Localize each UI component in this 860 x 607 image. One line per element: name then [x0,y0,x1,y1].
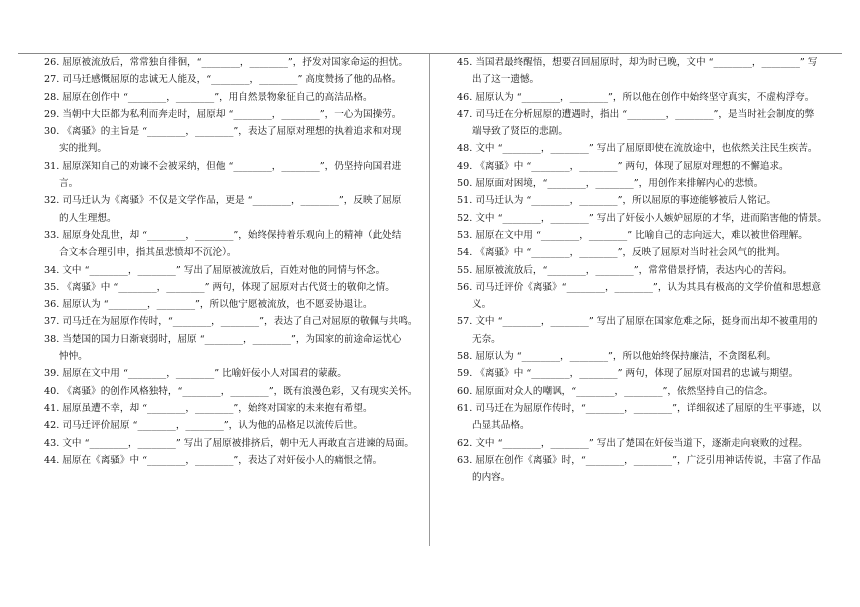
question-text: 司马迁认为 “________，________”，所以屈原的事迹能够被后人铭记。 [475,195,776,207]
question-number: 38. [44,333,60,345]
question-text-continued: 的人生理想。 [59,212,117,224]
question-number: 60. [457,385,473,397]
question-item [457,54,839,89]
question-text: 《离骚》中 “________，________” 两句，体现了屈原对理想的不懈追求。 [475,160,789,172]
question-item [457,435,839,452]
question-number: 57. [457,316,473,328]
question-text: 屈原面对困境，“________，________”，用创作来排解内心的悲愤。 [475,178,764,190]
question-item [457,175,839,192]
question-item [457,210,839,227]
question-text-continued: 端导致了贤臣的悲剧。 [472,126,568,138]
question-item [44,123,426,158]
question-text: 屈原在文中用 “________，________” 比喻自己的志向远大，难以被世俗理解。 [475,229,808,241]
question-item [44,192,426,227]
question-text: 《离骚》中 “________，________”，反映了屈原对当时社会风气的批判。 [475,247,786,259]
question-text: 司马迁在分析屈原的遭遇时，指出 “________，________”，是当时社会制度的弊 [475,108,815,120]
question-number: 32. [44,195,60,207]
question-number: 34. [44,264,60,276]
question-number: 44. [44,454,60,466]
question-number: 53. [457,229,473,241]
question-item [457,158,839,175]
question-number: 61. [457,402,473,414]
column-divider [429,54,430,546]
question-text-continued: 凸显其品格。 [472,420,530,432]
question-number: 52. [457,212,473,224]
question-text: 《离骚》的主旨是 “________，________”，表达了屈原对理想的执着追求和对现 [62,126,402,138]
question-text: 屈原认为 “________，________”，所以他宁愿被流放，也不愿妥协退让。 [62,299,373,311]
question-item [457,383,839,400]
question-item [457,192,839,209]
question-text: 屈原在创作中 “________，________”，用自然景物象征自己的高洁品格。 [62,91,373,103]
question-number: 49. [457,160,473,172]
question-number: 27. [44,74,60,86]
question-text: 《离骚》的创作风格独特，“________，________”，既有浪漫色彩，又有现实关怀。 [62,385,418,397]
question-text: 司马迁认为《离骚》不仅是文学作品，更是 “________，________”，反映了屈原 [62,195,402,207]
question-item [44,106,426,123]
question-number: 47. [457,108,473,120]
question-item [44,313,426,330]
question-text-continued: 义。 [472,299,492,311]
question-number: 63. [457,454,473,466]
question-text-continued: 言。 [59,178,79,190]
question-text: 当国君最终醒悟，想要召回屈原时，却为时已晚，文中 “________，________” 写 [475,57,818,68]
question-number: 56. [457,281,473,293]
question-number: 37. [44,316,60,328]
question-number: 46. [457,91,473,103]
question-item [44,365,426,382]
question-item [457,106,839,141]
question-item [457,452,839,487]
question-text-continued: 的内容。 [472,472,511,484]
question-number: 36. [44,299,60,311]
question-item [44,227,426,262]
question-number: 28. [44,91,60,103]
question-number: 58. [457,351,473,363]
question-text: 司马迁评价屈原 “________，________”，认为他的品格足以流传后世。 [62,420,363,432]
question-item [44,417,426,434]
question-text: 当楚国的国力日渐衰弱时，屈原 “________，________”，为国家的前途命运忧心 [62,333,402,345]
question-item [44,54,426,71]
question-text: 文中 “________，________” 写出了屈原被排挤后，朝中无人再敢直言进谏的局面。 [62,437,415,449]
question-text: 屈原深知自己的劝谏不会被采纳，但他 “________，________”，仍坚持向国君进 [62,160,402,172]
question-item [457,365,839,382]
question-item [457,348,839,365]
question-item [44,435,426,452]
question-item [457,89,839,106]
question-number: 30. [44,126,60,138]
question-text-continued: 实的批判。 [59,143,107,155]
question-text: 《离骚》中 “________，________” 两句，体现了屈原对国君的忠诚与期望。 [475,368,799,380]
question-text-continued: 忡忡。 [59,351,88,363]
question-item [44,331,426,366]
question-item [457,262,839,279]
question-text: 屈原被流放后，常常独自徘徊，“________，________”，抒发对国家命运的担忧。 [62,57,408,68]
question-text: 屈原认为 “________，________”，所以他始终保持廉洁，不贪图私利。 [475,351,776,363]
question-text: 《离骚》中 “________，________” 两句，体现了屈原对古代贤士的敬仰之情。 [62,281,395,293]
question-item [457,400,839,435]
question-text: 文中 “________，________” 写出了奸佞小人嫉妒屈原的才华，进而陷害他的情景。 [475,212,828,224]
question-number: 48. [457,143,473,155]
question-text: 文中 “________，________” 写出了屈原即使在流放途中，也依然关注民生疾苦。 [475,143,818,155]
question-text: 屈原在创作《离骚》时，“________，________”，广泛引用神话传说，丰富了作品 [475,454,821,466]
question-text: 文中 “________，________” 写出了楚国在奸佞当道下，逐渐走向衰败的过程。 [475,437,808,449]
question-text: 司马迁在为屈原作传时，“________，________”，表达了自己对屈原的敬佩与共鸣。 [62,316,418,328]
question-item [44,71,426,88]
question-number: 62. [457,437,473,449]
question-number: 42. [44,420,60,432]
question-number: 59. [457,368,473,380]
question-item [44,158,426,193]
question-text-continued: 合文本合理引申，指其虽悲愤却不沉沦）。 [59,247,237,259]
question-item [44,400,426,417]
question-number: 51. [457,195,473,207]
question-text: 屈原在文中用 “________，________” 比喻奸佞小人对国君的蒙蔽。 [62,368,347,380]
question-item [44,262,426,279]
question-number: 45. [457,57,473,68]
question-text: 屈原在《离骚》中 “________，________”，表达了对奸佞小人的痛恨之情。 [62,454,383,466]
question-text: 当朝中大臣都为私利而奔走时，屈原却 “________，________”，一心为国操劳。 [62,108,402,120]
left-column [44,54,426,469]
question-number: 29. [44,108,60,120]
question-text: 司马迁在为屈原作传时，“________，________”，详细叙述了屈原的生平事迹，以 [475,402,821,414]
question-text: 屈原虽遭不幸，却 “________，________”，始终对国家的未来抱有希望。 [62,402,373,414]
question-item [457,140,839,157]
question-text: 屈原被流放后，“________，________”，常常借景抒情，表达内心的苦闷。 [475,264,793,276]
question-item [44,279,426,296]
question-text: 屈原认为 “________，________”，所以他在创作中始终坚守真实，不虚构浮夸。 [475,91,815,103]
question-item [457,279,839,314]
question-number: 26. [44,57,60,68]
question-number: 41. [44,402,60,414]
question-number: 55. [457,264,473,276]
question-text: 文中 “________，________” 写出了屈原在国家危难之际，挺身而出却不被重用的 [475,316,818,328]
question-text: 文中 “________，________” 写出了屈原被流放后，百姓对他的同情与怀念。 [62,264,386,276]
question-text: 司马迁感慨屈原的忠诚无人能及，“________，________” 高度赞扬了他的品格。 [62,74,402,86]
question-text-continued: 出了这一遗憾。 [472,74,540,86]
question-number: 40. [44,385,60,397]
question-text: 屈原面对众人的嘲讽，“________，________”，依然坚持自己的信念。 [475,385,773,397]
question-number: 35. [44,281,60,293]
question-item [457,227,839,244]
question-item [44,452,426,469]
question-number: 43. [44,437,60,449]
question-item [457,313,839,348]
question-item [457,244,839,261]
question-text: 屈原身处乱世，却 “________，________”，始终保持着乐观向上的精神（此处结 [62,229,402,241]
question-text-continued: 无奈。 [472,333,501,345]
question-number: 50. [457,178,473,190]
question-item [44,383,426,400]
question-item [44,89,426,106]
question-number: 31. [44,160,60,172]
question-number: 39. [44,368,60,380]
question-number: 33. [44,229,60,241]
question-item [44,296,426,313]
right-column [457,54,839,486]
question-text: 司马迁评价《离骚》“________，________”，认为其具有极高的文学价值和思想意 [475,281,821,293]
question-number: 54. [457,247,473,259]
